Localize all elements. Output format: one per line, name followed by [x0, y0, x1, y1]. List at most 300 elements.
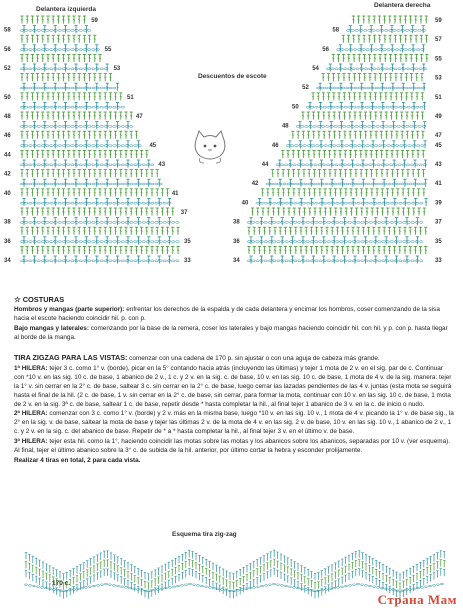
stitch-symbol — [109, 189, 112, 197]
stitch-symbol — [119, 227, 122, 235]
stitch-symbol — [20, 131, 23, 139]
stitch-symbol — [353, 93, 356, 101]
stitch-symbol — [156, 227, 159, 235]
stitch-symbol — [370, 150, 373, 158]
stitch-symbol — [166, 208, 169, 216]
row-number: 47 — [136, 114, 143, 120]
stitch-symbol — [78, 189, 81, 197]
stitch-symbol — [337, 74, 340, 82]
row-number: 51 — [127, 94, 134, 101]
stitch-symbol — [357, 227, 360, 235]
stitch-symbol — [297, 170, 300, 178]
row-number: 56 — [4, 46, 11, 53]
stitch-symbol — [287, 189, 290, 197]
stitch-symbol — [329, 189, 332, 197]
stitch-symbol — [302, 150, 305, 158]
stitch-symbol — [268, 246, 271, 254]
stitch-symbol — [299, 246, 302, 254]
stitch-symbol — [379, 93, 382, 101]
stitch-symbol — [161, 208, 164, 216]
stitch-symbol — [338, 131, 341, 139]
stitch-symbol — [421, 112, 424, 120]
stitch-symbol — [277, 208, 280, 216]
stitch-symbol — [357, 246, 360, 254]
chain-row — [276, 164, 427, 166]
stitch-symbol — [176, 246, 179, 254]
stitch-symbol — [378, 16, 381, 24]
stitch-symbol — [57, 74, 60, 82]
stitch-symbol — [417, 208, 420, 216]
stitch-symbol — [72, 131, 75, 139]
stitch-symbol — [383, 227, 386, 235]
row2-label: 2ª HILERA: — [14, 410, 48, 418]
stitch-symbol — [36, 208, 39, 216]
stitch-symbol — [375, 150, 378, 158]
stitch-symbol — [414, 246, 417, 254]
stitch-symbol — [57, 170, 60, 178]
stitch-symbol — [72, 54, 75, 62]
stitch-symbol — [416, 112, 419, 120]
tira-heading: TIRA ZIGZAG PARA LAS VISTAS: — [14, 353, 128, 362]
stitch-symbol — [293, 208, 296, 216]
stitch-symbol — [419, 246, 422, 254]
stitch-symbol — [98, 150, 101, 158]
costuras-heading: COSTURAS — [22, 295, 65, 304]
stitch-symbol — [253, 246, 256, 254]
stitch-symbol — [52, 35, 55, 43]
stitch-symbol — [308, 208, 311, 216]
stitch-symbol — [88, 227, 91, 235]
stitch-symbol — [93, 227, 96, 235]
stitch-symbol — [36, 131, 39, 139]
stitch-symbol — [349, 131, 352, 139]
stitch-symbol — [256, 208, 259, 216]
stitch-symbol — [409, 227, 412, 235]
stitch-symbol — [341, 227, 344, 235]
stitch-symbol — [88, 150, 91, 158]
stitch-symbol — [119, 189, 122, 197]
stitch-symbol — [333, 112, 336, 120]
stitch-symbol — [114, 189, 117, 197]
stitch-symbol — [161, 189, 164, 197]
stitch-symbol — [67, 131, 70, 139]
stitch-symbol — [124, 170, 127, 178]
stitch-symbol — [377, 246, 380, 254]
stitch-symbol — [109, 170, 112, 178]
right-chart-title: Delantera derecha — [374, 2, 431, 9]
stitch-symbol — [389, 54, 392, 62]
stitch-symbol — [114, 227, 117, 235]
chain-row — [316, 87, 425, 89]
stitch-symbol — [26, 54, 29, 62]
stitch-symbol — [362, 246, 365, 254]
stitch-symbol — [67, 246, 70, 254]
stitch-symbol — [333, 131, 336, 139]
stitch-symbol — [93, 170, 96, 178]
stitch-symbol — [72, 74, 75, 82]
stitch-symbol — [375, 189, 378, 197]
stitch-symbol — [327, 74, 330, 82]
stitch-symbol — [313, 189, 316, 197]
row-number: 41 — [171, 190, 179, 197]
stitch-symbol — [57, 150, 60, 158]
stitch-symbol — [46, 131, 49, 139]
stitch-symbol — [72, 189, 75, 197]
stitch-symbol — [31, 16, 34, 24]
zigzag-title: Esquema tira zig-zag — [172, 531, 237, 538]
row1-label: 1ª HILERA: — [14, 364, 48, 372]
stitch-symbol — [83, 208, 86, 216]
stitch-symbol — [145, 227, 148, 235]
stitch-symbol — [315, 227, 318, 235]
stitch-symbol — [364, 150, 367, 158]
stitch-symbol — [400, 93, 403, 101]
stitch-symbol — [26, 93, 29, 101]
stitch-symbol — [406, 150, 409, 158]
stitch-symbol — [412, 170, 415, 178]
stitch-symbol — [31, 189, 34, 197]
stitch-symbol — [420, 54, 423, 62]
stitch-symbol — [359, 131, 362, 139]
row-number: 46 — [271, 142, 279, 149]
stitch-symbol — [98, 208, 101, 216]
stitch-symbol — [67, 16, 70, 24]
stitch-symbol — [46, 54, 49, 62]
stitch-symbol — [171, 208, 174, 216]
stitch-symbol — [411, 112, 414, 120]
stitch-symbol — [88, 131, 91, 139]
stitch-symbol — [346, 227, 349, 235]
stitch-symbol — [62, 93, 65, 101]
stitch-symbol — [286, 150, 289, 158]
row-number: 48 — [4, 114, 11, 120]
stitch-symbol — [291, 131, 294, 139]
stitch-symbol — [62, 131, 65, 139]
stitch-symbol — [124, 189, 127, 197]
stitch-symbol — [156, 189, 159, 197]
stitch-symbol — [31, 112, 34, 120]
row-number: 55 — [104, 46, 112, 53]
stitch-symbol — [351, 246, 354, 254]
stitch-symbol — [389, 35, 392, 43]
stitch-symbol — [150, 170, 153, 178]
stitch-symbol — [156, 246, 159, 254]
stitch-symbol — [371, 208, 374, 216]
stitch-symbol — [272, 208, 275, 216]
stitch-symbol — [332, 54, 335, 62]
stitch-symbol — [83, 74, 86, 82]
stitch-symbol — [279, 246, 282, 254]
stitch-symbol — [104, 246, 107, 254]
stitch-symbol — [363, 35, 366, 43]
stitch-symbol — [104, 131, 107, 139]
stitch-symbol — [348, 112, 351, 120]
stitch-symbol — [36, 35, 39, 43]
stitch-symbol — [422, 189, 425, 197]
stitch-symbol — [20, 16, 23, 24]
stitch-symbol — [52, 170, 55, 178]
stitch-symbol — [72, 208, 75, 216]
stitch-symbol — [368, 54, 371, 62]
shoulders-label: Hombros y mangas (parte superior): — [14, 305, 125, 313]
stitch-symbol — [294, 246, 297, 254]
stitch-symbol — [352, 16, 355, 24]
stitch-symbol — [381, 189, 384, 197]
stitch-symbol — [273, 246, 276, 254]
stitch-symbol — [261, 208, 264, 216]
stitch-symbol — [352, 54, 355, 62]
stitch-symbol — [360, 208, 363, 216]
stitch-symbol — [57, 93, 60, 101]
stitch-symbol — [130, 150, 133, 158]
stitch-symbol — [88, 54, 91, 62]
stitch-symbol — [375, 131, 378, 139]
stitch-symbol — [338, 150, 341, 158]
row-number: 43 — [435, 162, 442, 168]
stitch-symbol — [359, 112, 362, 120]
stitch-symbol — [327, 112, 330, 120]
stitch-symbol — [140, 246, 143, 254]
stitch-symbol — [253, 227, 256, 235]
stitch-symbol — [67, 170, 70, 178]
stitch-symbol — [317, 112, 320, 120]
stitch-symbol — [373, 35, 376, 43]
stitch-symbol — [114, 131, 117, 139]
stitch-symbol — [367, 16, 370, 24]
stitch-symbol — [341, 246, 344, 254]
stitch-symbol — [365, 208, 368, 216]
stitch-symbol — [282, 170, 285, 178]
stitch-symbol — [383, 246, 386, 254]
stitch-symbol — [46, 35, 49, 43]
stitch-symbol — [150, 227, 153, 235]
stitch-symbol — [310, 227, 313, 235]
stitch-symbol — [411, 150, 414, 158]
stitch-symbol — [383, 16, 386, 24]
stitch-symbol — [396, 189, 399, 197]
stitch-symbol — [31, 246, 34, 254]
stitch-symbol — [381, 208, 384, 216]
row-number: 40 — [241, 200, 249, 207]
stitch-symbol — [271, 189, 274, 197]
stitch-symbol — [301, 112, 304, 120]
stitch-symbol — [130, 112, 133, 120]
stitch-symbol — [78, 54, 81, 62]
stitch-symbol — [124, 150, 127, 158]
stitch-symbol — [405, 74, 408, 82]
stitch-symbol — [52, 54, 55, 62]
stitch-symbol — [41, 112, 44, 120]
zigzag-row — [25, 559, 446, 590]
stitch-symbol — [67, 150, 70, 158]
stitch-symbol — [424, 246, 427, 254]
stitch-symbol — [297, 131, 300, 139]
stitch-symbol — [420, 74, 423, 82]
stitch-symbol — [26, 16, 29, 24]
stitch-symbol — [344, 170, 347, 178]
stitch-symbol — [374, 74, 377, 82]
row-number: 41 — [435, 181, 442, 188]
stitch-symbol — [365, 170, 368, 178]
stitch-symbol — [62, 74, 65, 82]
chain-row — [20, 183, 162, 185]
stitch-symbol — [401, 131, 404, 139]
stitch-symbol — [78, 150, 81, 158]
stitch-symbol — [78, 131, 81, 139]
stitch-symbol — [124, 246, 127, 254]
stitch-symbol — [88, 246, 91, 254]
left-chart-title: Delantera izquierda — [36, 6, 96, 13]
stitch-symbol — [325, 227, 328, 235]
stitch-symbol — [88, 112, 91, 120]
stitch-symbol — [337, 93, 340, 101]
stitch-symbol — [41, 16, 44, 24]
stitch-symbol — [46, 74, 49, 82]
stitch-symbol — [404, 35, 407, 43]
stitch-symbol — [98, 93, 101, 101]
stitch-symbol — [362, 16, 365, 24]
stitch-symbol — [130, 131, 133, 139]
stitch-symbol — [410, 54, 413, 62]
stitch-symbol — [78, 246, 81, 254]
stitch-symbol — [135, 131, 138, 139]
stitch-symbol — [67, 54, 70, 62]
chain-row — [20, 145, 141, 147]
stitch-symbol — [98, 246, 101, 254]
stitch-symbol — [357, 35, 360, 43]
stitch-symbol — [62, 150, 65, 158]
chain-row — [306, 106, 423, 108]
stitch-symbol — [390, 150, 393, 158]
stitch-symbol — [26, 189, 29, 197]
cat-illustration — [190, 128, 230, 164]
stitch-symbol — [406, 170, 409, 178]
stitch-symbol — [407, 208, 410, 216]
stitch-symbol — [360, 170, 363, 178]
stitch-symbol — [46, 227, 49, 235]
stitch-symbol — [78, 93, 81, 101]
stitch-symbol — [401, 189, 404, 197]
stitch-symbol — [135, 150, 138, 158]
stitch-symbol — [339, 189, 342, 197]
row-number: 33 — [184, 258, 191, 264]
stitch-symbol — [419, 16, 422, 24]
stitch-symbol — [166, 227, 169, 235]
stitch-symbol — [355, 208, 358, 216]
stitch-symbol — [289, 246, 292, 254]
stitch-symbol — [62, 112, 65, 120]
stitch-symbol — [364, 112, 367, 120]
stitch-symbol — [36, 246, 39, 254]
stitch-symbol — [145, 189, 148, 197]
stitch-symbol — [67, 227, 70, 235]
stitch-symbol — [72, 246, 75, 254]
stitch-symbol — [347, 35, 350, 43]
stitch-symbol — [104, 208, 107, 216]
stitch-symbol — [388, 227, 391, 235]
stitch-symbol — [399, 16, 402, 24]
row-number: 59 — [91, 18, 98, 24]
stitch-symbol — [318, 150, 321, 158]
stitch-symbol — [104, 74, 107, 82]
stitch-symbol — [401, 150, 404, 158]
stitch-symbol — [83, 150, 86, 158]
stitch-symbol — [140, 170, 143, 178]
stitch-symbol — [328, 131, 331, 139]
stitch-symbol — [20, 54, 23, 62]
row-number: 44 — [261, 162, 269, 168]
stitch-symbol — [26, 112, 29, 120]
stitch-symbol — [93, 35, 96, 43]
chain-row — [20, 49, 99, 51]
tira-section — [14, 354, 454, 467]
stitch-symbol — [150, 189, 153, 197]
stitch-symbol — [26, 131, 29, 139]
stitch-symbol — [247, 246, 250, 254]
stitch-symbol — [388, 246, 391, 254]
row-number: 55 — [435, 56, 442, 63]
row-number: 56 — [322, 46, 329, 53]
stitch-symbol — [339, 208, 342, 216]
stitch-symbol — [67, 35, 70, 43]
stitch-symbol — [62, 170, 65, 178]
stitch-symbol — [322, 112, 325, 120]
stitch-symbol — [422, 170, 425, 178]
right-front-chart — [235, 10, 455, 275]
stitch-symbol — [425, 54, 428, 62]
row-number: 43 — [158, 162, 166, 168]
stitch-symbol — [343, 131, 346, 139]
stitch-symbol — [292, 189, 295, 197]
stitch-symbol — [104, 170, 107, 178]
stitch-symbol — [62, 16, 65, 24]
stitch-symbol — [109, 112, 112, 120]
stitch-symbol — [357, 16, 360, 24]
stitch-symbol — [130, 227, 133, 235]
stitch-symbol — [83, 246, 86, 254]
star-icon: ☆ — [14, 295, 23, 304]
stitch-symbol — [93, 93, 96, 101]
stitch-symbol — [46, 93, 49, 101]
stitch-symbol — [297, 150, 300, 158]
stitch-symbol — [171, 246, 174, 254]
stitch-symbol — [72, 93, 75, 101]
stitch-symbol — [98, 112, 101, 120]
stitch-symbol — [358, 54, 361, 62]
stitch-symbol — [140, 189, 143, 197]
stitch-symbol — [342, 74, 345, 82]
stitch-symbol — [333, 150, 336, 158]
stitch-symbol — [72, 170, 75, 178]
stitch-symbol — [20, 189, 23, 197]
stitch-symbol — [393, 227, 396, 235]
stitch-symbol — [379, 112, 382, 120]
stitch-symbol — [135, 170, 138, 178]
stitch-symbol — [67, 112, 70, 120]
row-number: 50 — [4, 94, 11, 101]
stitch-symbol — [41, 35, 44, 43]
stitch-symbol — [52, 208, 55, 216]
stitch-symbol — [273, 227, 276, 235]
stitch-symbol — [145, 208, 148, 216]
stitch-symbol — [20, 246, 23, 254]
stitch-symbol — [135, 189, 138, 197]
stitch-symbol — [421, 131, 424, 139]
stitch-symbol — [383, 35, 386, 43]
row-number: 47 — [435, 133, 442, 140]
stitch-symbol — [150, 246, 153, 254]
stitch-symbol — [345, 208, 348, 216]
